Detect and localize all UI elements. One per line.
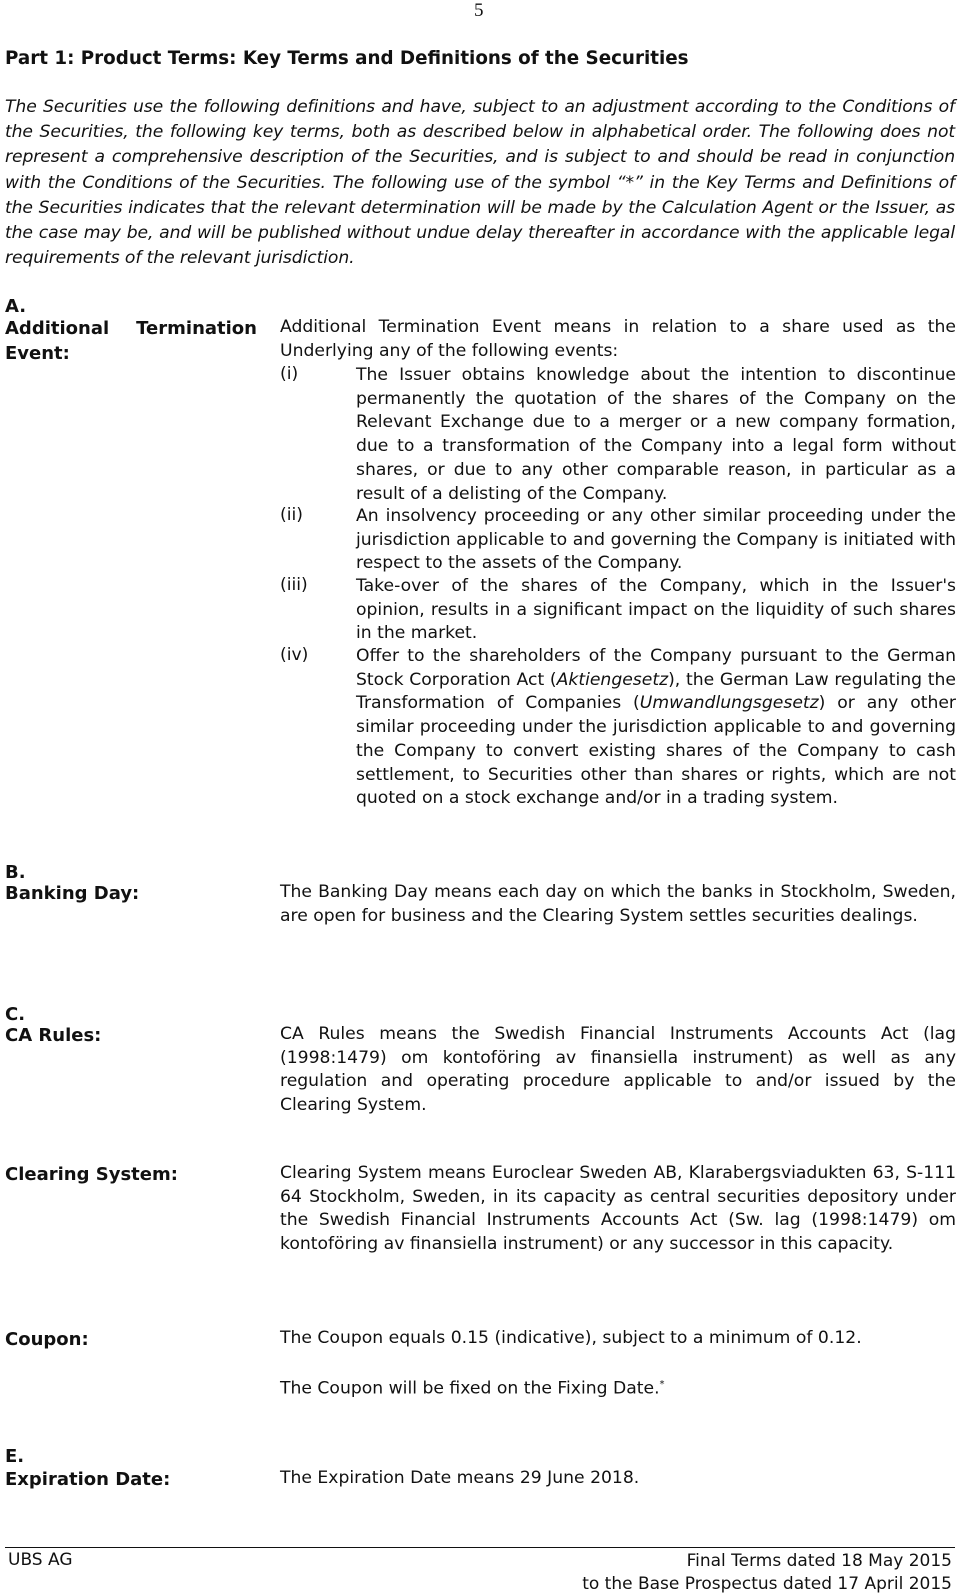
item-text-iv-aktiengesetz: Aktiengesetz [556, 669, 669, 690]
coupon-fixing-text: The Coupon will be fixed on the Fixing Date. [280, 1378, 660, 1399]
item-text-iii: Take-over of the shares of the Company, which in the Issuer's opinion, results in a significant impact on the liquidity of such shares in the market. [356, 576, 956, 644]
section-letter-e: E. [5, 1446, 25, 1467]
item-text-iv-umwandlungsgesetz: Umwandlungsgesetz [639, 693, 819, 714]
footer-issuer: UBS AG [8, 1550, 73, 1570]
term-banking-day: Banking Day: [5, 883, 140, 904]
asterisk-symbol: * [659, 1379, 665, 1390]
part-title: Part 1: Product Terms: Key Terms and Definitions of the Securities [5, 48, 689, 69]
footer-dates [582, 1550, 952, 1596]
term-additional-termination-event [5, 316, 257, 366]
page-number: 5 [474, 0, 484, 21]
item-text-iv-part2: ), the German Law regulating the Transformation of Companies ( [356, 669, 956, 714]
term-word-event: Event: [5, 343, 70, 364]
item-number-iv: (iv) [280, 645, 309, 665]
term-word-termination: Termination [136, 318, 257, 339]
term-word-additional: Additional [5, 318, 110, 339]
item-number-iii: (iii) [280, 575, 308, 595]
item-text-iv [356, 645, 956, 811]
footer-divider [5, 1547, 955, 1548]
term-coupon: Coupon: [5, 1329, 89, 1350]
intro-paragraph: The Securities use the following definitions and have, subject to an adjustment according to the Conditions of the Securities, the following key terms, both as described below in alphabetical order. The following does not represent a comprehensive description of the Securities, and is subject to and should be read in conjunction with the Conditions of the Securities. The following use of the symbol “*” in the Key Terms and Definitions of the Securities indicates that the relevant determination will be made by the Calculation Agent or the Issuer, as the case may be, and will be published without undue delay thereafter in accordance with the applicable legal requirements of the relevant jurisdiction. [5, 97, 955, 269]
item-number-ii: (ii) [280, 505, 303, 525]
item-text-i: The Issuer obtains knowledge about the intention to discontinue permanently the quotation of the shares of the Company on the Relevant Exchange due to a merger or a new company formation, due to a transformation of the Company into a legal form without shares, or due to any other comparable reason, in particular as a result of a delisting of the Company. [356, 365, 956, 504]
item-text-iv-part1: Offer to the shareholders of the Company pursuant to the German Stock Corporation Act ( [356, 646, 956, 690]
section-letter-b: B. [5, 862, 26, 883]
footer-base-prospectus-date: to the Base Prospectus dated 17 April 2015 [582, 1574, 952, 1594]
item-number-i: (i) [280, 364, 299, 384]
definition-coupon-fixing [280, 1373, 956, 1401]
definition-expiration-date: The Expiration Date means 29 June 2018. [280, 1468, 640, 1488]
term-expiration-date: Expiration Date: [5, 1469, 171, 1490]
footer-final-terms-date: Final Terms dated 18 May 2015 [686, 1551, 952, 1571]
term-ca-rules: CA Rules: [5, 1025, 102, 1046]
section-letter-c: C. [5, 1004, 26, 1025]
definition-ca-rules: CA Rules means the Swedish Financial Instruments Accounts Act (lag (1998:1479) om kontoföring av finansiella instrument) as well as any regulation and operating procedure applicable to and/or issued by the Clearing System. [280, 1024, 956, 1116]
item-text-iv-part3: ) or any other similar proceeding under the jurisdiction applicable to and governing the Company to convert existing shares of the Company to cash settlement, to Securities other than shares or rights, which are not quoted on a stock exchange and/or in a trading system. [356, 693, 956, 809]
section-letter-a: A. [5, 296, 27, 317]
term-clearing-system: Clearing System: [5, 1164, 178, 1185]
definition-additional-termination-event: Additional Termination Event means in relation to a share used as the Underlying any of the following events: [280, 317, 956, 361]
item-text-ii: An insolvency proceeding or any other similar proceeding under the jurisdiction applicable to and governing the Company is initiated with respect to the assets of the Company. [356, 506, 956, 574]
definition-banking-day: The Banking Day means each day on which the banks in Stockholm, Sweden, are open for business and the Clearing System settles securities dealings. [280, 882, 956, 926]
definition-coupon-value: The Coupon equals 0.15 (indicative), subject to a minimum of 0.12. [280, 1328, 862, 1348]
definition-clearing-system: Clearing System means Euroclear Sweden AB, Klarabergsviadukten 63, S-111 64 Stockholm, Sweden, in its capacity as central securities depository under the Swedish Financial Instruments Accounts Act (Sw. lag (1998:1479) om kontoföring av finansiella instrument) or any successor in this capacity. [280, 1163, 956, 1255]
